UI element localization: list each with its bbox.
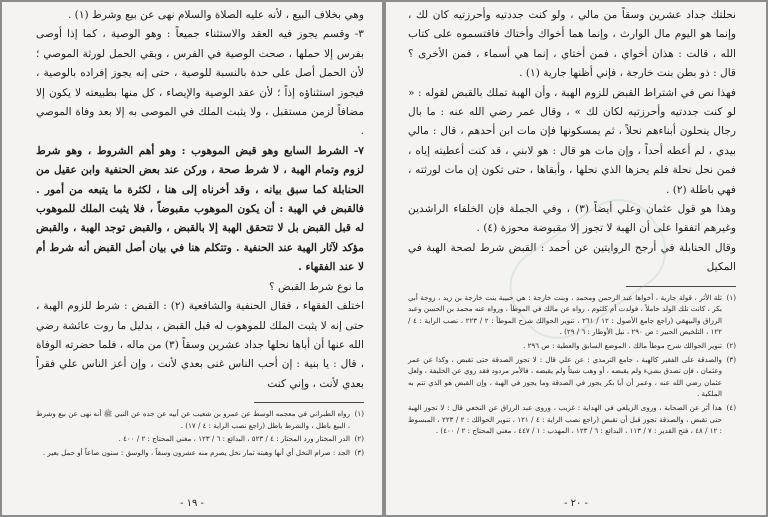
right-page [386,2,766,515]
right-paragraph-2: فهذا نص في اشتراط القبض للزوم الهبة ، وأن الهبة تملك بالقبض لقوله : « لو كنت جددتيه وأحرزتيه لكان لك » ، وقال عمر رضي الله عنه : ما بال رجال ينحلون أبناءهم نحلاً ، ثم يمسكونها فإن مات ابن أحدهم ، قال : مالي بيدي ، لم أعطه أحداً ، وإن مات هو قال : هو لابني ، قد كنت أعطيته إياه ، فمن نحل نحلة فلم يحزها الذي نحلها ، وأبقاها ، حتى تكون إن مات لورثته ، فهي باطلة (٢) . [408,86,736,196]
right-paragraph-3: وهذا هو قول عثمان وعلي أيضاً (٣) ، وفي الجملة فإن الخلفاء الراشدين وغيرهم اتفقوا على أن الهبة لا تجوز إلا مقبوضة محوزة (٤) . [408,203,736,235]
right-paragraph-1: نحلتك جداد عشرين وسقاً من مالي ، ولو كنت جددتيه وأحرزتيه كان لك ، وإنما هو اليوم مال الوارث ، وإنما هما أخواك وأختاك فاقتسموه على كتاب الله ، قالت : هذان أخواي ، فمن أختاي ، إنما هي أسماء ، فمن الأخرى ؟ قال : ذو بطن بنت خارجة ، فإني أظنها جارية (١) . [408,9,736,80]
left-page-number: - ١٩ - [180,498,204,509]
left-paragraph-2: ٣- وقسم يجوز فيه العقد والاستثناء جميعاً : وهو الوصية ، كما إذا أوصى بفرس إلا حملها ، صحت الوصية في الفرس ، وبقي الحمل لورثة الموصي ؛ لأن الحمل أصل على حدة بالنسبة للوصية ، حتى إنه يجوز إفراده بالوصية ، فيجوز استثناؤه إذاً ؛ لأن عقد الوصية والإيصاء ، كل منها بطبيعته لا يكون إلا مضافاً لزمن مستقبل ، ولا يثبت الملك في الموصى به إلا بعد وفاة الموصي . [36,28,364,138]
left-page [2,2,382,515]
left-paragraph-1: وهي بخلاف البيع ، لأنه عليه الصلاة والسلام نهى عن بيع وشرط (١) . [67,9,364,21]
right-footnote-divider [626,286,736,287]
left-footnotes [36,408,364,458]
left-footnote-2: (٢) الدر المختار ورد المحتار : ٤ / ٥٢٣ ، البدائع : ٦ / ١٢٣ ، مغني المحتاج : ٢ / ٤٠٠ . [118,434,364,444]
left-footnote-divider [254,402,364,403]
right-page-number: - ٢٠ - [564,498,588,509]
right-body [408,6,736,278]
right-footnote-2: (٢) تنوير الحوالك شرح موطأ مالك ، الموضع السابق والعطية : ص ٢٩٦ . [523,341,736,351]
right-footnotes [408,292,736,437]
right-paragraph-4: وقال الحنابلة في أرجح الروايتين عن أحمد : القبض شرط لصحة الهبة في المكيل [408,241,736,274]
left-footnote-1: (١) رواه الطبراني في معجمه الوسط عن عمرو بن شعيب عن أبيه عن جده عن النبي ﷺ أنه نهى عن بيع وشرط ، البيع باطل ، والشرط باطل (راجع نصب الراية : ٤ / ١٧) . [36,409,364,430]
left-body [36,6,364,394]
left-paragraph-4: ما نوع شرط القبض ؟ [269,280,364,293]
left-paragraph-3: ٧- الشرط السابع وهو قبض الموهوب : وهو أهم الشروط ، وهو شرط لزوم وتمام الهبة ، لا شرط صحة ، وركن عند بعض الحنفية وابن عقيل من الحنابلة كما سبق بيانه ، وقد أخرناه إلى هنا ، لكثرة ما يتبعه من أمور . فالقبض في الهبة : أن يكون الموهوب مقبوضاً ، فلا يثبت الملك للموهوب له قبل القبض بل لا تتحقق الهبة إلا بالقبض ، والقبض توجد الهبة ، والقبض مؤكد لآثار الهبة عند الحنفية . وتتكلم هنا في بيان أصل القبض أنه شرط أم لا عند الفقهاء . [36,144,364,274]
right-footnote-1: (١) ثلة الأثر ، قولة جارية ، أخواها عبد الرحمن ومحمد ، وبنت خارجة : هي حبيبة بنت خارجة بن زيد ، زوجة أبي بكر ، كانت تلك الولد حاملاً ، فولدت أم كلثوم ، رواه عن مالك في الموطأ ، ورواه عنه محمد بن الحسن وعبد الرزاق والبيهقي (راجع جامع الأصول : ١٢ / ٢٦١ ، تنوير الحوالك شرح الموطأ : ٢ / ٢٢٣ ، نصب الراية : ٤ / ١٢٢ ، التلخيص الحبير : ص ٢٩٠ ، نيل الأوطار : ٦ / ٢٩) . [408,292,736,337]
left-footnote-3: (٣) الجد : صرام النخل أي أنها وهبته ثمار نخل يصرم منه عشرون وسقاً ، والوسق : ستون صاعاً أو حمل بعير . [42,447,364,457]
left-paragraph-5: اختلف الفقهاء ، فقال الحنفية والشافعية (٢) : القبض : شرط للزوم الهبة ، حتى إنه لا يثبت الملك للموهوب له قبل القبض ، بدليل ما روت عائشة رضي الله عنها أن أباها نحلها جداد عشرين وسقاً (٣) من ماله ، فلما حضرته الوفاة ، قال : يا بنية : إن أحب الناس غنى بعدي لأنت ، وإن أعز الناس علي فقراً بعدي لأنت ، وإني كنت [36,300,364,390]
right-footnote-4: (٤) هذا أثر عن الصحابة ، وروى الزيلعي في الهداية : غريب ، وروى عبد الرزاق عن النخعي قال : لا تجوز الهبة حتى تقبض ، والصدقة تجوز قبل أن تقبض (راجع نصب الراية : ٤ / ١٢١ ، تنوير الحوالك : ٢ / ٢٢٣ ، المبسوط : ١٢ / ٤٨ ، فتح القدير : ٧ / ١١٣ ، البدائع : ٦ / ١٢٣ ، المهذب : ١ / ٤٤٧ ، مغني المحتاج : ٢ / ٤٠٠) . [408,403,736,436]
right-footnote-3: (٣) والصدقة على الفقير كالهبة ، جامع الترمذي : عن علي قال : لا تجوز الصدقة حتى تقبض ، وكذا عن عمر وعثمان ، فإن تصدق بشيء ولم يقبضه ، أو وهب شيئاً ولم يقبضه ، فالأمر مردود فقد روي عن الخليفة ، ولعل عثمان رضي الله عنه ، وعمر أن أبا بكر يجوز في الصدقة وما يجوز في الهبة ، وإن القبض هو الذي تتم به الملكية . [408,354,736,399]
